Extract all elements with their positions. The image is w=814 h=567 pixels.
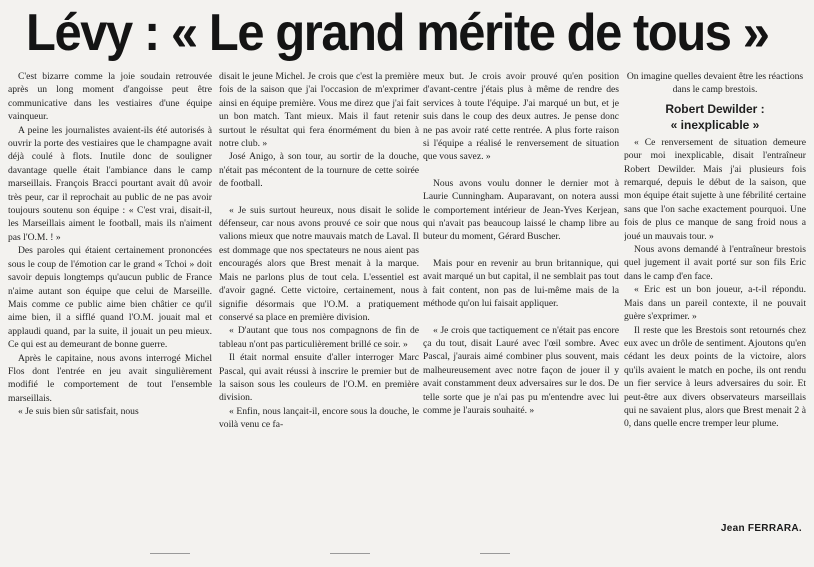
article-paragraph: Nous avons demandé à l'entraîneur brestois quel jugement il avait porté sur son fils Eric dans le camp d'en face. xyxy=(624,244,806,282)
article-paragraph: « Ce renversement de situation demeure pour moi inexplicable, disait l'entraîneur Robert Dewilder. Mais j'ai plusieurs fois remarqué, depuis le début de la saison, que mon équipe était sujette à une fébrilité certaine sans que l'on sache exactement pourquoi. Une fois de plus ce manque de sang froid nous a joué un mauvais tour. » xyxy=(624,136,806,242)
author-signature: Jean FERRARA. xyxy=(720,523,802,534)
subhead-quote: « inexplicable » xyxy=(670,117,760,132)
article-paragraph: Il était normal ensuite d'aller interroger Marc Pascal, qui avait réussi à inscrire le premier but de la saison sous les couleurs de l'O.M. en première division. xyxy=(219,352,419,404)
article-paragraph: Après le capitaine, nous avons interrogé Michel Flos dont l'entrée en jeu avait singulièrement modifié le comportement de tout l'ensemble marseillais. xyxy=(8,352,212,404)
article-paragraph: A peine les journalistes avaient-ils été autorisés à ouvrir la porte des vestiaires que le champagne avait déjà coulé à flots. Inutile donc de souligner davantage quelle était l'ambiance dans le camp marseillais. François Bracci pourtant avait dû avoir très peur, car il reprochait au public de ne pas avoir toujours soutenu son équipe : « C'est vrai, disait-il, les Marseillais aiment le football, mais ils n'aiment pas l'O.M. ! » xyxy=(8,124,212,243)
article-column-1 xyxy=(8,70,212,550)
article-paragraph: « Eric est un bon joueur, a-t-il répondu. Mais dans un pareil contexte, il ne pouvait guère s'exprimer. » xyxy=(624,284,806,323)
article-paragraph: « Je suis surtout heureux, nous disait le solide défenseur, car nous avons prouvé ce soir que nous valions mieux que notre mauvais match de Laval. Il est dommage que nos spectateurs ne nous aient pas encouragés alors que Brest menait à la marque. Mais ne parlons plus de tout cela. L'essentiel est d'avoir gagné. Cette victoire, certainement, nous signifie désormais que l'O.M. a pratiquement conservé sa place en première division. xyxy=(219,204,419,323)
footer-rule xyxy=(150,553,190,554)
article-paragraph: C'est bizarre comme la joie soudain retrouvée après un long moment d'angoisse peut être communicative dans les vestiaires d'une équipe vainqueur. xyxy=(8,71,212,123)
section-intro: On imagine quelles devaient être les réactions dans le camp brestois. xyxy=(626,71,804,96)
article-paragraph: meux but. Je crois avoir prouvé qu'en position d'avant-centre j'étais plus à même de rendre des services à toute l'équipe. J'ai marqué un but, et je suis dans le coup des deux autres. Je pense donc ne pas avoir raté cette rentrée. A plus forte raison si l'équipe a réalisé le renversement de situation que vous savez. » xyxy=(423,71,619,163)
article-paragraph: José Anigo, à son tour, au sortir de la douche, n'était pas mécontent de la tournure de cette soirée de football. xyxy=(219,151,419,190)
article-paragraph: « Je suis bien sûr satisfait, nous xyxy=(18,406,139,418)
article-column-3 xyxy=(423,70,619,550)
article-paragraph: disait le jeune Michel. Je crois que c'est la première fois de la saison que j'ai l'occasion de m'exprimer ainsi en équipe première. Vous me direz que j'ai fait un bon match. Tant mieux. Mais il faut retenir surtout le résultat qui fera énormément du bien à notre club. » xyxy=(219,71,419,150)
article-paragraph: Mais pour en revenir au brun britannique, qui avait marqué un but capital, il ne semblait pas tout à fait content, non pas de lui-même mais de la méthode qu'on lui faisait appliquer. xyxy=(423,257,619,310)
article-paragraph: « Enfin, nous lançait-il, encore sous la douche, le voilà venu ce fa- xyxy=(219,405,419,431)
article-paragraph: Il reste que les Brestois sont retournés chez eux avec un drôle de sentiment. Ajoutons qu'en cédant les deux points de la victoire, alors qu'ils avaient le match en poche, ils ont rendu un fier service à leurs adversaires du soir. Et peut-être aux divers observateurs marseillais qui ne savaient plus, alors que Brest menait 2 à 0, dans quelle encre tremper leur plume. xyxy=(624,324,806,430)
article-headline: Lévy : « Le grand mérite de tous » xyxy=(26,4,769,62)
footer-rule xyxy=(330,553,370,554)
article-paragraph: « D'autant que tous nos compagnons de fin de tableau n'ont pas particulièrement brillé ce soir. » xyxy=(219,325,419,350)
subhead-name: Robert Dewilder : xyxy=(665,101,765,116)
article-paragraph: Des paroles qui étaient certainement prononcées sous le coup de l'émotion car le grand « Tchoi » doit savoir depuis longtemps qu'aucun public de France n'aime autant son équipe que celui de Marseille. Mais comme ce public aime bien châtier ce qu'il aime bien, il a sifflé quand l'O.M. jouait mal et applaudi quand, par la suite, il jouait un peu mieux. Ce qui est au demeurant de bonne guerre. xyxy=(8,245,212,351)
footer-rule xyxy=(480,553,510,554)
article-column-4 xyxy=(624,70,806,550)
article-paragraph: « Je crois que tactiquement ce n'était pas encore ça du tout, disait Lauré avec l'œil sombre. Avec Pascal, j'aurais aimé combiner plus souvent, mais malheureusement avec notre façon de jouer il y avait constamment deux adversaires sur le dos. De telle sorte que je n'ai pas pu m'entendre avec lui comme je l'aurais souhaité. » xyxy=(423,324,619,416)
article-paragraph: Nous avons voulu donner le dernier mot à Laurie Cunningham. Auparavant, on notera aussi le comportement intérieur de Jean-Yves Kerjean, qui n'avait pas beaucoup laissé le champ libre au buteur du moment, Gérard Buscher. xyxy=(423,177,619,243)
article-column-2 xyxy=(219,70,419,550)
